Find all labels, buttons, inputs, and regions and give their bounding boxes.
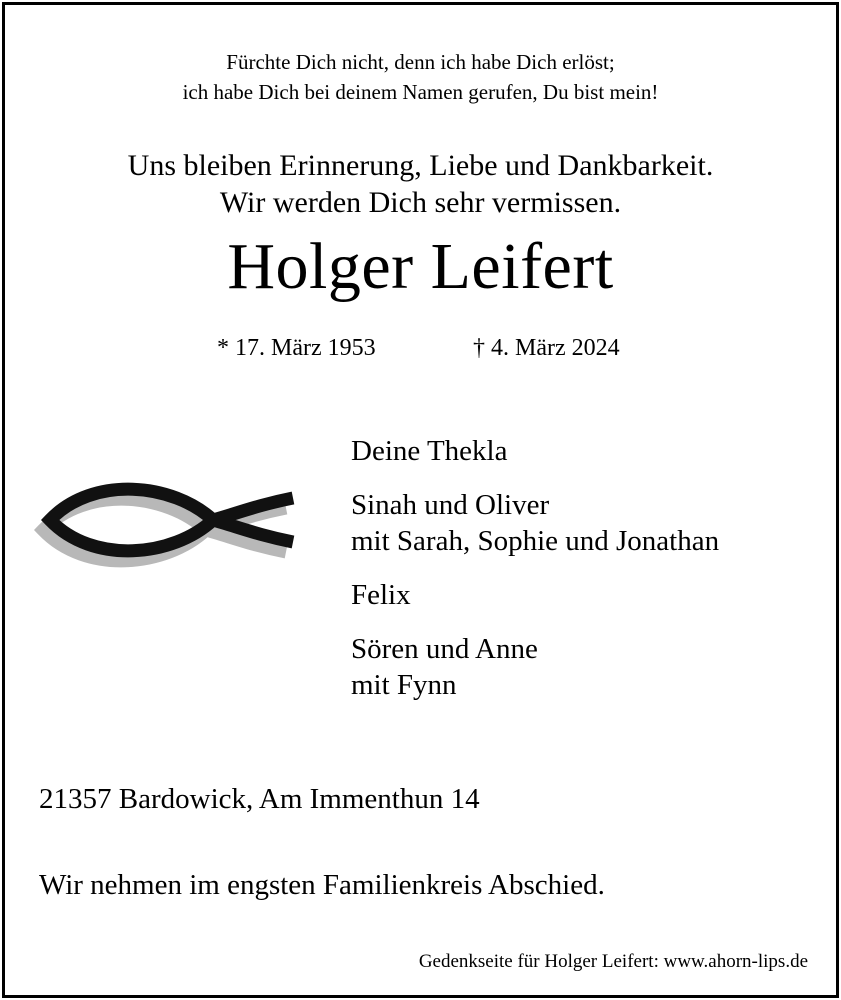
mourner-group [351,433,719,469]
obituary-card [2,2,839,998]
memory-line-2: Wir werden Dich sehr vermissen. [219,186,622,219]
mourner-group [351,631,719,703]
memory-line-1: Uns bleiben Erinnerung, Liebe und Dankbarkeit. [127,149,714,182]
mourner-group [351,487,719,559]
verse-line-2: ich habe Dich bei deinem Namen gerufen, Du bist mein! [182,80,659,104]
memorial-page-link[interactable]: Gedenkseite für Holger Leifert: www.ahorn-lips.de [418,951,808,972]
mourner-line: Sinah und Oliver [351,489,550,521]
memory-text [5,147,836,221]
mourner-group [351,577,719,613]
address: 21357 Bardowick, Am Immenthun 14 [39,783,480,815]
deceased-name: Holger Leifert [227,230,614,303]
mourner-line: Deine Thekla [351,435,508,467]
bible-verse [5,47,836,107]
death-date: † 4. März 2024 [473,335,620,361]
farewell-note: Wir nehmen im engsten Familienkreis Abschied. [39,869,605,901]
mourners-list [351,433,719,721]
mourner-line: Sören und Anne [351,633,538,665]
birth-date: * 17. März 1953 [217,335,376,361]
mourner-line: mit Fynn [351,669,457,701]
mourner-line: Felix [351,579,411,611]
ichthys-fish-icon [33,475,303,575]
mourner-line: mit Sarah, Sophie und Jonathan [351,525,720,557]
verse-line-1: Fürchte Dich nicht, denn ich habe Dich erlöst; [226,50,615,74]
